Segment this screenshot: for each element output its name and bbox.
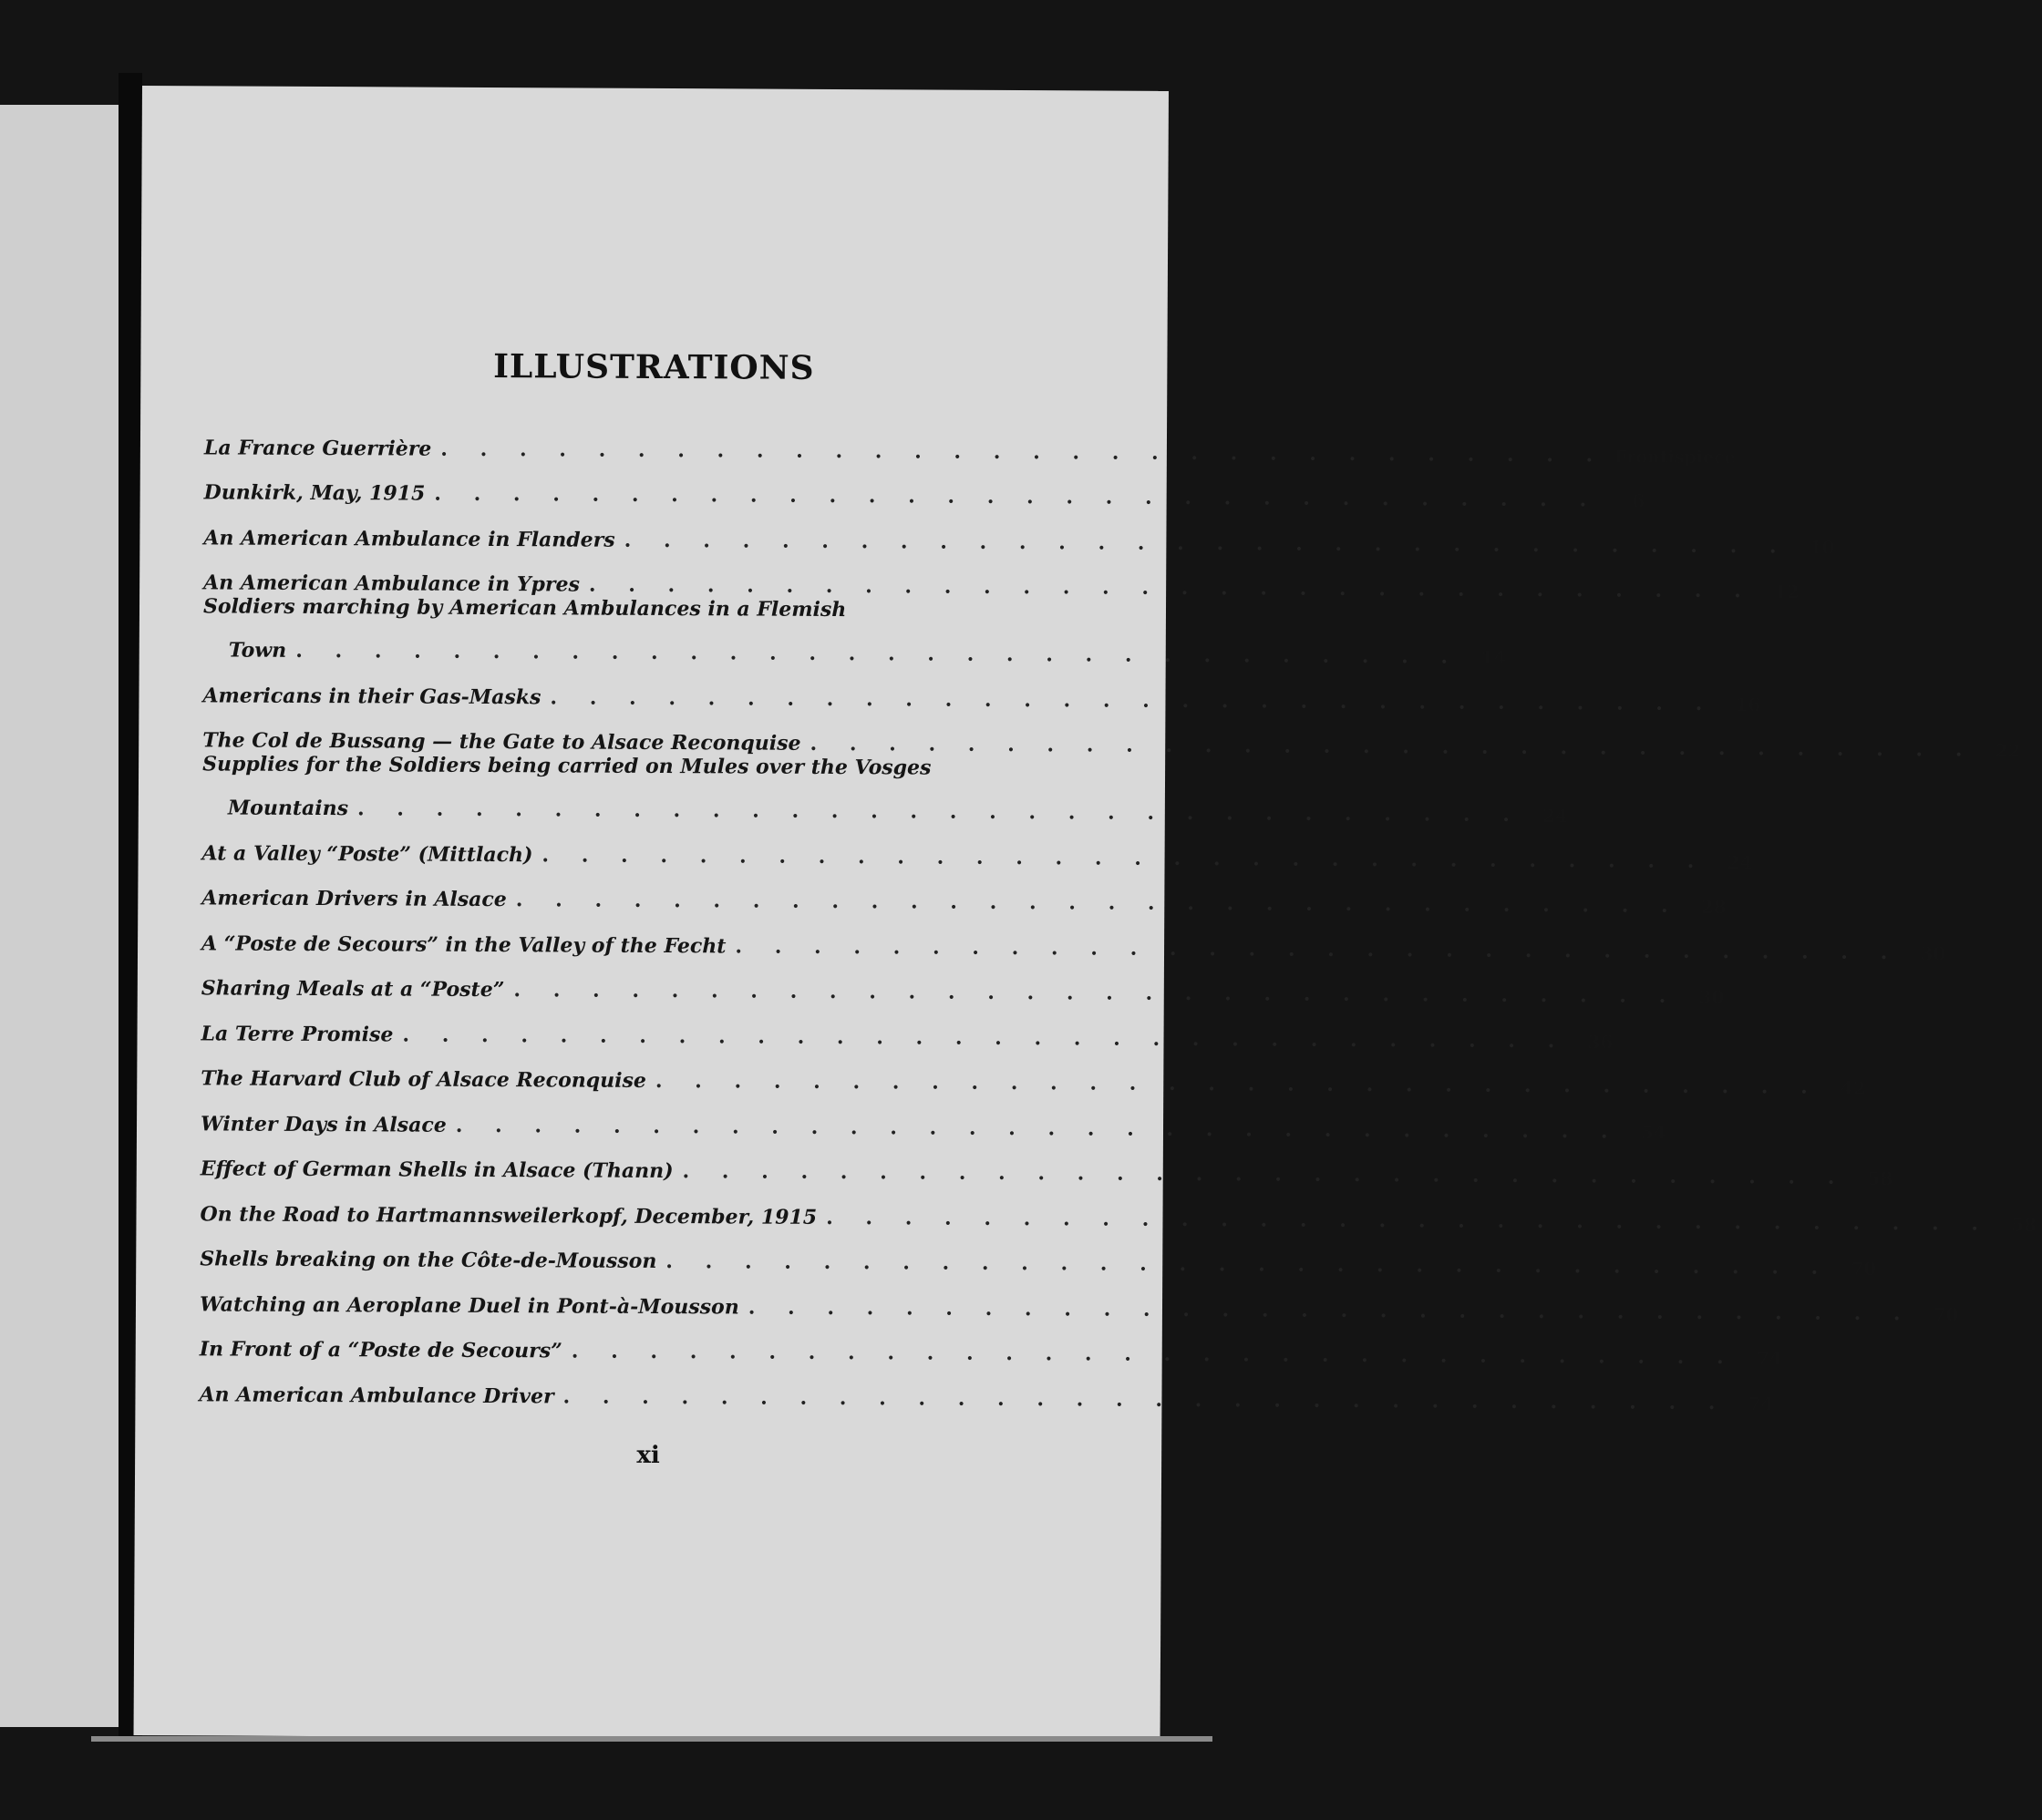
- dot-leader: . . . . . . . . . . . . . . . . . . . . . . . . . . . . . .: [295, 638, 1461, 669]
- entry-page-number: 10: [1809, 536, 1835, 559]
- entry-page-number: 70: [1851, 1257, 1877, 1280]
- list-item: [200, 1180, 2037, 1236]
- entry-page-number: 42: [1840, 1076, 1866, 1099]
- list-item: [200, 1226, 1877, 1280]
- entry-caption: Effect of German Shells in Alsace (Thann): [200, 1157, 674, 1184]
- dot-leader: . . . . . . . . . . . . . . . . . . . . . . . . . . . . . .: [513, 978, 1679, 1008]
- illustrations-list: [199, 414, 2037, 1414]
- dot-leader: . . . . . . . . . . . . . . . . . . . . . . . . . . . . . .: [655, 1068, 1820, 1099]
- entry-page-number: 54: [1640, 1121, 1666, 1144]
- entry-caption: American Drivers in Alsace: [201, 886, 507, 912]
- entry-caption-continued: Town: [228, 638, 287, 663]
- list-item: [201, 865, 1727, 919]
- dot-leader: . . . . . . . . . . . . . . . . . . . . . . . . . . . . . .: [624, 528, 1789, 558]
- list-item: [200, 1136, 1893, 1190]
- list-item: [202, 752, 1568, 828]
- list-item: [201, 819, 1753, 873]
- entry-page-number: 24: [1542, 805, 1568, 828]
- entry-caption: Sharing Meals at a “Poste”: [201, 976, 505, 1003]
- list-item: [202, 707, 2021, 762]
- dot-leader: . . . . . . . . . . . . . . . . . . . . . . . . . . . . . .: [515, 888, 1681, 918]
- entry-caption: Supplies for the Soldiers being carried on Mules over the Vosges: [202, 752, 932, 780]
- dot-leader: . . . . . . . . . . . . . . . . . . . . . . . . . . . . . .: [588, 572, 1754, 603]
- entry-caption: Soldiers marching by American Ambulances in a Flemish: [202, 594, 847, 622]
- entry-caption: An American Ambulance in Flanders: [203, 525, 615, 552]
- list-item: [202, 662, 1761, 715]
- dot-leader: . . . . . . . . . . . . . . . . . . . . . . . . . . . . . .: [682, 1159, 1848, 1189]
- list-item: [201, 1045, 1866, 1099]
- entry-caption: La Terre Promise: [201, 1021, 394, 1046]
- list-item: [199, 1361, 1774, 1414]
- book-page: [134, 86, 2037, 1741]
- dot-leader: . . . . . . . . . . . . . . . . . . . . . . . . . . . . . .: [455, 1113, 1621, 1144]
- list-item: [201, 910, 1946, 964]
- dot-leader: . . . . . . . . . . . . . . . . . . . . . . . . . . . . . .: [356, 797, 1522, 827]
- dot-leader: . . . . . . . . . . . . . . . . . . . . . . . . . . . . . .: [810, 731, 1975, 762]
- list-item: [199, 1270, 1959, 1325]
- entry-page-number: 14: [1480, 646, 1507, 669]
- list-item: [201, 955, 1725, 1009]
- entry-page-number: 70: [1933, 1302, 1959, 1325]
- entry-page-number: 12: [1773, 581, 1800, 603]
- entry-page-number: 16: [1735, 693, 1761, 715]
- entry-caption: In Front of a “Poste de Secours”: [199, 1337, 562, 1363]
- list-item: [203, 459, 1645, 512]
- entry-caption: The Harvard Club of Alsace Reconquise: [201, 1066, 646, 1093]
- list-item: [199, 1316, 1782, 1370]
- entry-caption: The Col de Bussang — the Gate to Alsace Reconquise: [202, 728, 801, 756]
- dot-leader: . . . . . . . . . . . . . . . . . . . . . . . . . . . . . .: [571, 1339, 1737, 1370]
- dot-leader: . . . . . . . . . . . . . . . . . . . . . . . . . . . . . .: [562, 1383, 1728, 1414]
- dot-leader: . . . . . . . . . . . . . . . . . . . . . . . . . . . . . .: [550, 684, 1716, 715]
- entry-caption: On the Road to Hartmannsweilerkopf, December, 1915: [200, 1201, 818, 1229]
- entry-page-number: 22: [1995, 739, 2021, 762]
- entry-caption: Americans in their Gas-Masks: [202, 683, 541, 709]
- entry-caption: A “Poste de Secours” in the Valley of the Fecht: [201, 931, 727, 958]
- entry-caption: At a Valley “Poste” (Mittlach): [201, 840, 533, 867]
- entry-page-number: 36: [1587, 1030, 1614, 1053]
- dot-leader: . . . . . . . . . . . . . . . . . . . . . . . . . . . . . .: [402, 1023, 1568, 1053]
- entry-caption: An American Ambulance in Ypres: [203, 571, 580, 597]
- entry-caption: An American Ambulance Driver: [199, 1382, 554, 1408]
- page-folio: xi: [636, 1441, 660, 1469]
- dot-leader: . . . . . . . . . . . . . . . . . . . . . . . . . . . . . .: [735, 933, 1901, 964]
- page-title: ILLUSTRATIONS: [493, 347, 815, 387]
- entry-page-number: 58: [2011, 1213, 2037, 1236]
- entry-caption: Dunkirk, May, 1915: [203, 480, 426, 506]
- dot-leader: . . . . . . . . . . . . . . . . . . . . . . . . . . . . . .: [434, 481, 1600, 512]
- dot-leader: . . . . . . . . . . . . . . . . . . . . . . . . . . . . . .: [541, 842, 1707, 873]
- entry-page-number: 6: [1632, 489, 1645, 512]
- dot-leader: . . . . . . . . . . . . . . . . . . . . . . . . . . . . . .: [665, 1249, 1831, 1280]
- page-bottom-edge: [91, 1736, 1212, 1742]
- list-item: [203, 504, 1835, 559]
- list-item: [203, 550, 1800, 603]
- entry-caption: Shells breaking on the Côte-de-Mousson: [200, 1247, 657, 1273]
- entry-caption: Winter Days in Alsace: [200, 1111, 447, 1137]
- facing-page-edge: [0, 105, 119, 1727]
- entry-page-number: 30: [1698, 985, 1725, 1009]
- dot-leader: . . . . . . . . . . . . . . . . . . . . . . . . . . . . . .: [440, 437, 1606, 467]
- entry-page-number: 74: [1756, 1347, 1782, 1370]
- entry-page-number: 58: [1867, 1167, 1893, 1190]
- entry-page-number: Frontispiece: [1614, 446, 1736, 468]
- entry-page-number: 74: [1748, 1392, 1774, 1414]
- entry-page-number: 28: [1700, 895, 1727, 919]
- dot-leader: . . . . . . . . . . . . . . . . . . . . . . . . . . . . . .: [748, 1294, 1913, 1325]
- list-item: [203, 414, 1736, 468]
- list-item: [200, 1090, 1666, 1144]
- entry-caption: Watching an Aeroplane Duel in Pont-à-Mousson: [199, 1291, 739, 1319]
- list-item: [202, 594, 1507, 669]
- entry-page-number: 30: [1920, 941, 1946, 964]
- entry-page-number: 24: [1727, 850, 1753, 873]
- dot-leader: . . . . . . . . . . . . . . . . . . . . . . . . . . . . . .: [826, 1205, 1992, 1236]
- list-item: [201, 1000, 1614, 1053]
- entry-caption: La France Guerrière: [203, 435, 432, 461]
- entry-caption-continued: Mountains: [227, 796, 349, 821]
